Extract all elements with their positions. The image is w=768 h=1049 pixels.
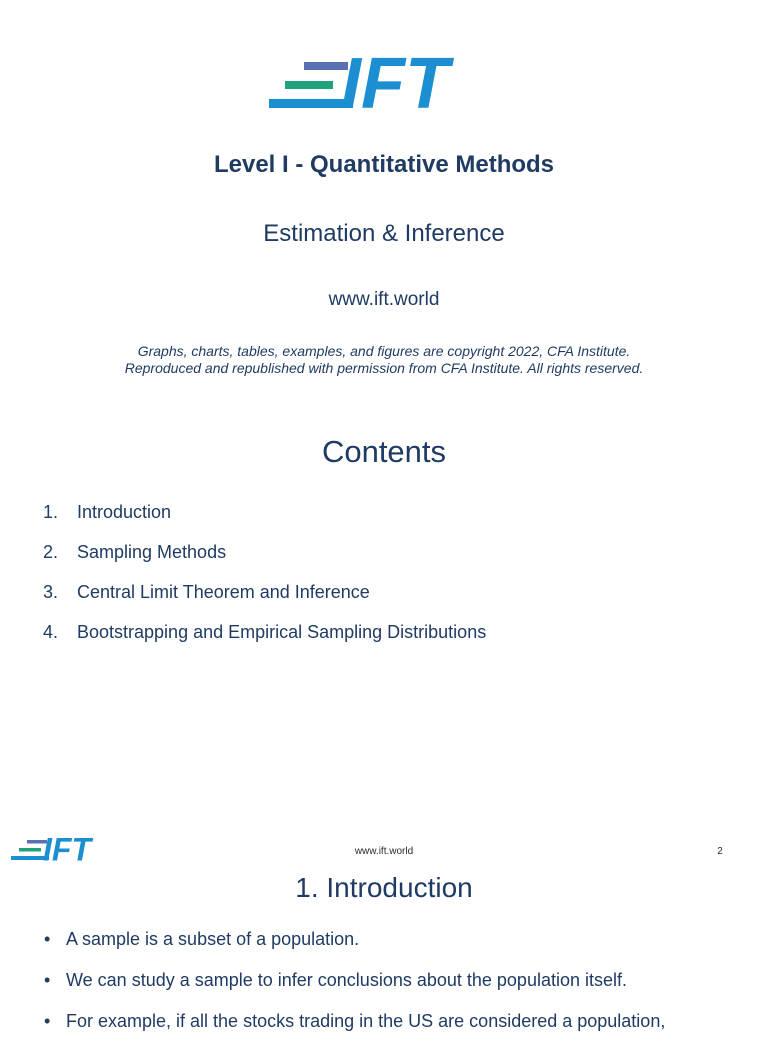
ift-logo-text: IFT (341, 52, 449, 110)
list-item (44, 967, 744, 1008)
list-item (43, 620, 486, 660)
copyright-line-2: Reproduced and republished with permission from CFA Institute. All rights reserved. (124, 360, 644, 376)
contents-heading: Contents (321, 434, 447, 469)
website-url: www.ift.world (328, 289, 440, 310)
bullet-icon: • (44, 1011, 51, 1031)
copyright-notice (0, 343, 768, 377)
list-item (43, 540, 486, 580)
list-item (43, 580, 486, 620)
bullet-icon: • (44, 970, 51, 990)
bullet-text: For example, if all the stocks trading in the US are considered a population, (66, 1011, 666, 1031)
list-item-label: Sampling Methods (77, 542, 227, 562)
list-item (43, 500, 486, 540)
list-item (44, 926, 744, 967)
slide-subtitle: Estimation & Inference (263, 220, 505, 247)
bullet-list (44, 926, 744, 1049)
ift-logo (269, 52, 491, 110)
bullet-text: A sample is a subset of a population. (66, 929, 360, 949)
list-item-number: 2. (43, 542, 59, 562)
list-item (44, 1008, 744, 1049)
section-title: 1. Introduction (295, 872, 473, 903)
list-item-label: Introduction (77, 502, 172, 522)
ift-logo-small (11, 836, 115, 862)
list-item-number: 1. (43, 502, 59, 522)
footer-url: www.ift.world (354, 846, 414, 857)
list-item-label: Central Limit Theorem and Inference (77, 582, 370, 602)
list-item-label: Bootstrapping and Empirical Sampling Distributions (77, 622, 487, 642)
bullet-text: We can study a sample to infer conclusions about the population itself. (66, 970, 627, 990)
ift-logo-small-text: IFT (43, 836, 91, 862)
list-item-number: 3. (43, 582, 59, 602)
bullet-icon: • (44, 929, 51, 949)
list-item-number: 4. (43, 622, 59, 642)
copyright-line-1: Graphs, charts, tables, examples, and figures are copyright 2022, CFA Institute. (137, 343, 631, 359)
contents-list (43, 500, 486, 660)
slide-title: Level I - Quantitative Methods (213, 151, 555, 178)
page-number: 2 (717, 846, 723, 857)
